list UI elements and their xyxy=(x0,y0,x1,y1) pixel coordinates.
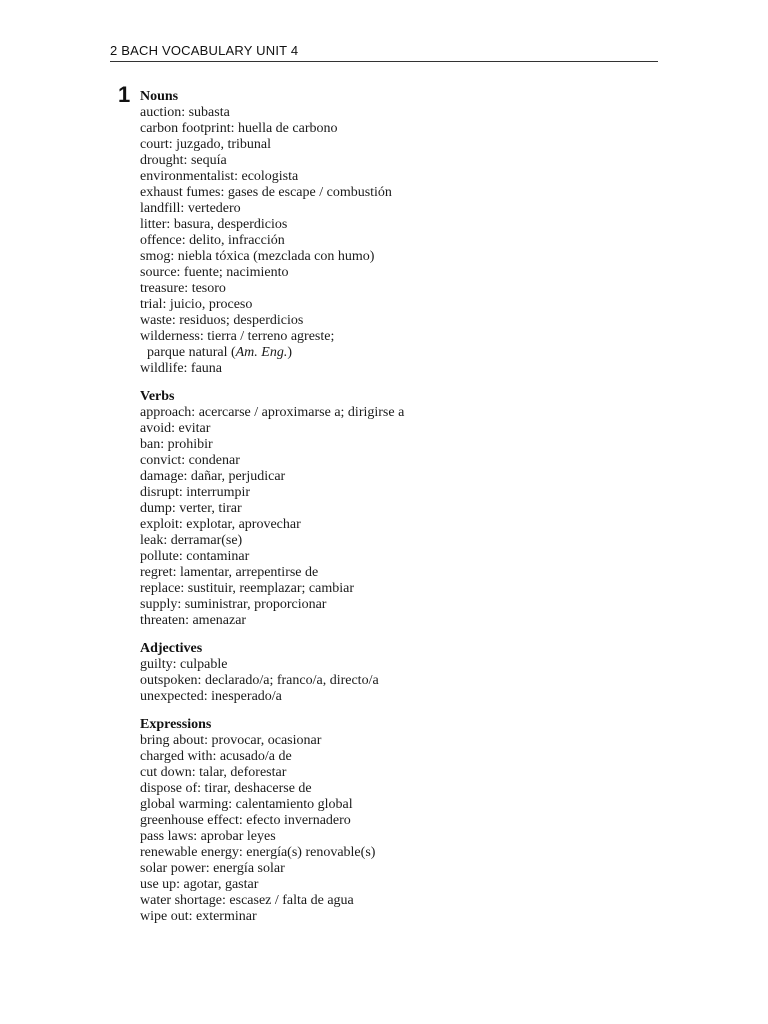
continuation-close: ) xyxy=(287,345,293,360)
adjectives-section xyxy=(140,641,640,705)
vocab-entry: ban: prohibir xyxy=(140,437,213,452)
section-title-verbs: Verbs xyxy=(140,389,175,404)
vocab-entry: dump: verter, tirar xyxy=(140,501,242,516)
vocab-entry-continuation xyxy=(140,345,640,361)
vocab-entry: leak: derramar(se) xyxy=(140,533,243,548)
vocab-entry: wilderness: tierra / terreno agreste; xyxy=(140,329,335,344)
vocab-entry: drought: sequía xyxy=(140,153,227,168)
region-note: Am. Eng. xyxy=(235,345,288,360)
page-header xyxy=(110,43,658,62)
vocab-entry: guilty: culpable xyxy=(140,657,228,672)
vocab-entry: disrupt: interrumpir xyxy=(140,485,251,500)
vocab-entry: cut down: talar, deforestar xyxy=(140,765,287,780)
vocab-entry: solar power: energía solar xyxy=(140,861,285,876)
nouns-section xyxy=(140,89,640,377)
vocab-entry: environmentalist: ecologista xyxy=(140,169,299,184)
vocab-entry: regret: lamentar, arrepentirse de xyxy=(140,565,319,580)
vocab-entry: water shortage: escasez / falta de agua xyxy=(140,893,354,908)
vocab-entry: approach: acercarse / aproximarse a; dirigirse a xyxy=(140,405,405,420)
vocab-entry: supply: suministrar, proporcionar xyxy=(140,597,327,612)
vocab-entry: source: fuente; nacimiento xyxy=(140,265,289,280)
vocab-entry: auction: subasta xyxy=(140,105,230,120)
vocab-entry: charged with: acusado/a de xyxy=(140,749,292,764)
vocab-entry: threaten: amenazar xyxy=(140,613,247,628)
vocab-entry: outspoken: declarado/a; franco/a, directo/a xyxy=(140,673,379,688)
vocab-entry: unexpected: inesperado/a xyxy=(140,689,282,704)
vocab-entry: damage: dañar, perjudicar xyxy=(140,469,286,484)
vocab-entry: smog: niebla tóxica (mezclada con humo) xyxy=(140,249,375,264)
vocab-entry: pollute: contaminar xyxy=(140,549,250,564)
vocab-entry: exploit: explotar, aprovechar xyxy=(140,517,301,532)
vocab-entry: treasure: tesoro xyxy=(140,281,226,296)
vocab-entry: landfill: vertedero xyxy=(140,201,241,216)
section-title-adjectives: Adjectives xyxy=(140,641,203,656)
vocab-entry: litter: basura, desperdicios xyxy=(140,217,288,232)
verbs-section xyxy=(140,389,640,629)
vocab-entry: renewable energy: energía(s) renovable(s) xyxy=(140,845,376,860)
vocab-entry: wildlife: fauna xyxy=(140,361,223,376)
unit-number: 1 xyxy=(118,82,131,107)
vocab-entry: court: juzgado, tribunal xyxy=(140,137,272,152)
vocab-entry: trial: juicio, proceso xyxy=(140,297,253,312)
vocab-entry: replace: sustituir, reemplazar; cambiar xyxy=(140,581,354,596)
vocab-entry: greenhouse effect: efecto invernadero xyxy=(140,813,351,828)
vocab-entry: dispose of: tirar, deshacerse de xyxy=(140,781,312,796)
vocab-entry: bring about: provocar, ocasionar xyxy=(140,733,322,748)
vocab-entry: convict: condenar xyxy=(140,453,240,468)
continuation-text: parque natural ( xyxy=(147,345,236,360)
vocabulary-list xyxy=(140,89,640,925)
vocab-entry: global warming: calentamiento global xyxy=(140,797,353,812)
vocab-entry: carbon footprint: huella de carbono xyxy=(140,121,338,136)
vocab-entry: waste: residuos; desperdicios xyxy=(140,313,304,328)
vocab-entry: avoid: evitar xyxy=(140,421,211,436)
page-title: 2 BACH VOCABULARY UNIT 4 xyxy=(110,43,299,58)
vocab-entry: offence: delito, infracción xyxy=(140,233,285,248)
vocab-entry: pass laws: aprobar leyes xyxy=(140,829,276,844)
vocab-entry: wipe out: exterminar xyxy=(140,909,257,924)
vocab-entry: use up: agotar, gastar xyxy=(140,877,259,892)
expressions-section xyxy=(140,717,640,925)
vocab-entry: exhaust fumes: gases de escape / combustión xyxy=(140,185,392,200)
section-title-expressions: Expressions xyxy=(140,717,212,732)
section-title-nouns: Nouns xyxy=(140,89,179,104)
